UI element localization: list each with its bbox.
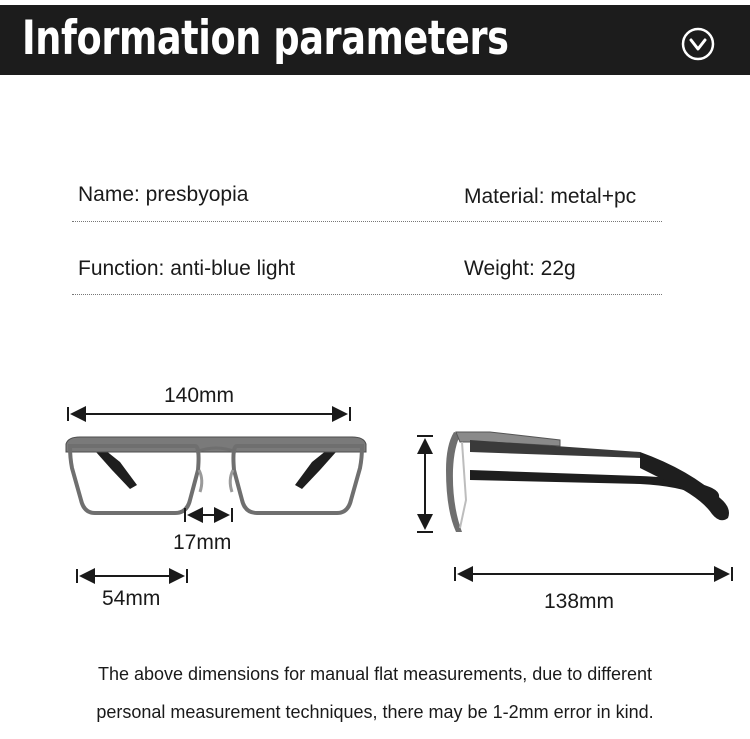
measurement-note-line-2: personal measurement techniques, there may be 1-2mm error in kind. [96, 702, 654, 722]
dimension-bridge: 17mm [173, 531, 232, 554]
param-name: Name: presbyopia [78, 183, 249, 206]
param-material: Material: metal+pc [464, 185, 637, 208]
param-weight: Weight: 22g [464, 257, 576, 280]
dimension-lens-width: 54mm [102, 587, 161, 610]
glasses-front-view [66, 437, 366, 513]
page-title: Information parameters [22, 11, 509, 66]
dimension-lines [68, 407, 732, 583]
param-function: Function: anti-blue light [78, 257, 296, 280]
dimension-temple-length: 138mm [544, 590, 615, 613]
glasses-side-view [446, 432, 729, 532]
measurement-note-line-1: The above dimensions for manual flat measurements, due to different [98, 664, 652, 684]
dimension-frame-width: 140mm [164, 384, 235, 407]
